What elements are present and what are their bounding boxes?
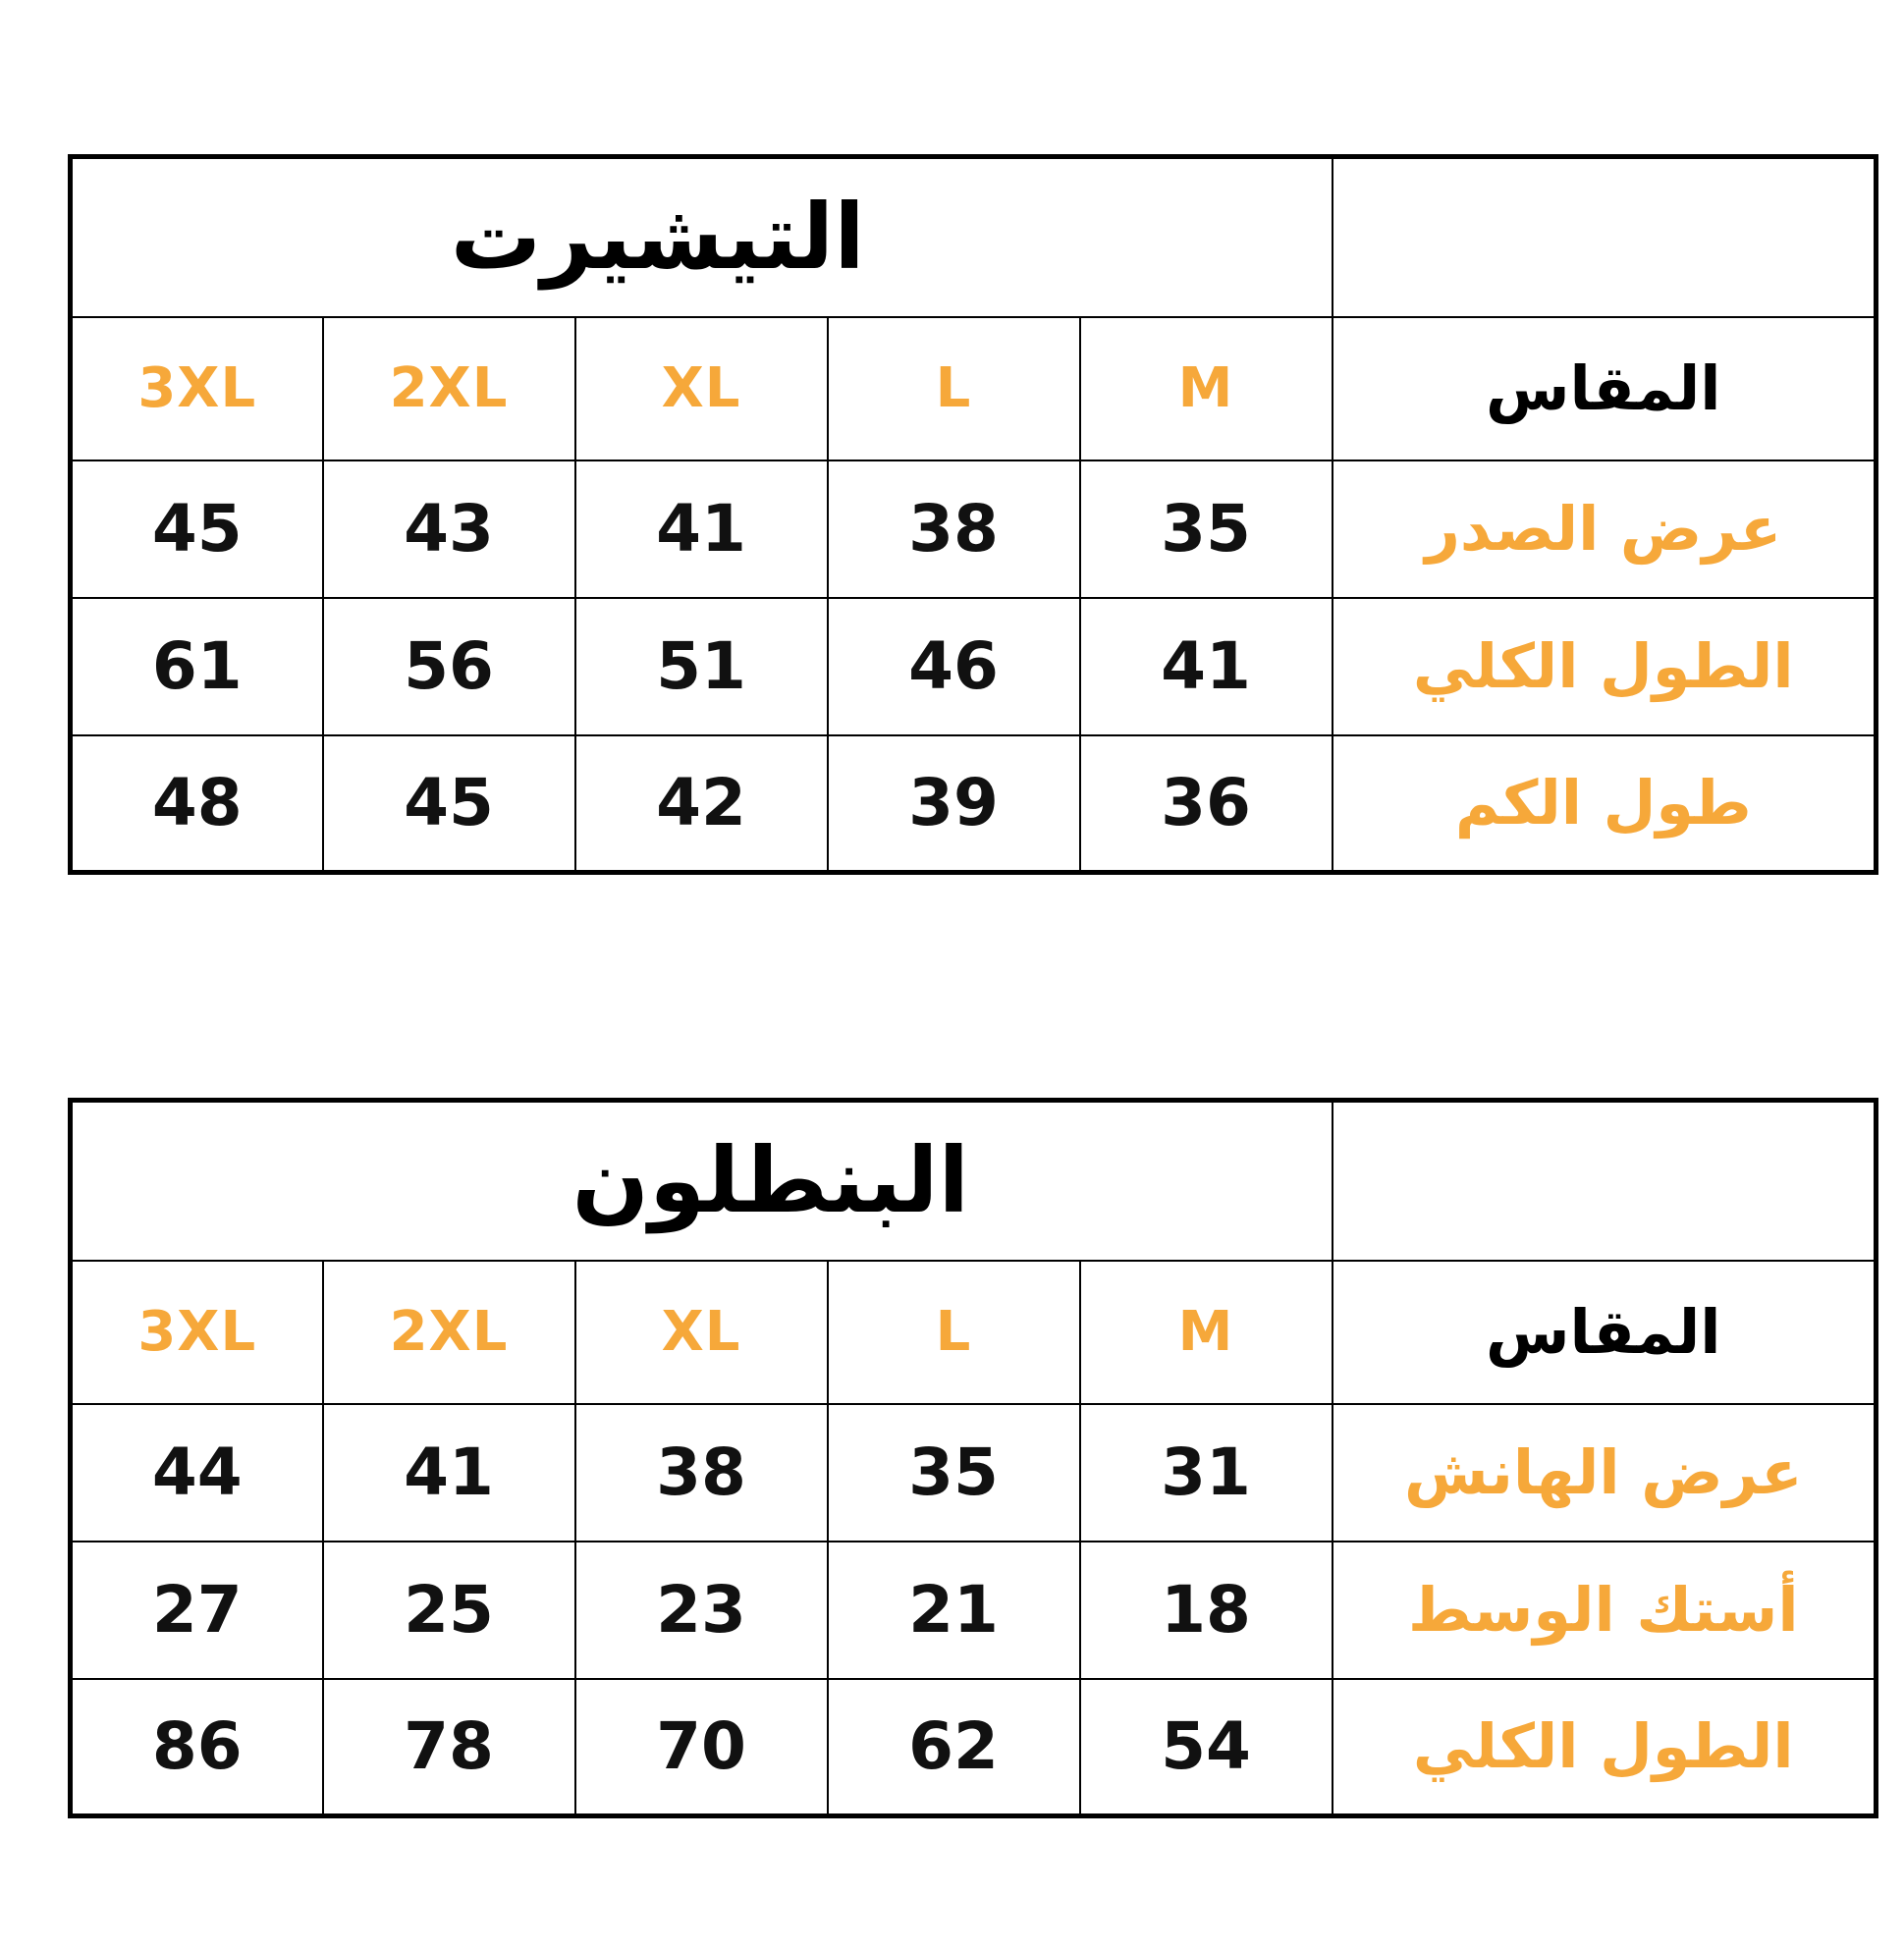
value-cell: 70: [575, 1679, 828, 1816]
size-3xl: 3XL: [71, 1261, 323, 1404]
value-cell: 56: [323, 598, 575, 735]
value-cell: 45: [323, 735, 575, 873]
value-cell: 35: [1080, 460, 1333, 598]
value-cell: 41: [575, 460, 828, 598]
value-cell: 25: [323, 1542, 575, 1679]
row-label-waist-elastic: أستك الوسط: [1333, 1542, 1877, 1679]
empty-corner-cell: [1333, 157, 1877, 317]
row-label-total-length: الطول الكلي: [1333, 598, 1877, 735]
value-cell: 27: [71, 1542, 323, 1679]
size-header-row: [71, 1261, 1877, 1404]
table-row: [71, 1542, 1877, 1679]
size-m: M: [1080, 1261, 1333, 1404]
value-cell: 23: [575, 1542, 828, 1679]
value-cell: 41: [1080, 598, 1333, 735]
size-xl: XL: [575, 1261, 828, 1404]
value-cell: 39: [828, 735, 1080, 873]
table-row: [71, 1679, 1877, 1816]
value-cell: 54: [1080, 1679, 1333, 1816]
value-cell: 86: [71, 1679, 323, 1816]
row-label-sleeve-length: طول الكم: [1333, 735, 1877, 873]
value-cell: 51: [575, 598, 828, 735]
size-xl: XL: [575, 317, 828, 460]
value-cell: 43: [323, 460, 575, 598]
table-row: [71, 598, 1877, 735]
size-l: L: [828, 317, 1080, 460]
tshirt-title: التيشيرت: [450, 185, 865, 291]
table-title-cell: [71, 157, 1333, 317]
value-cell: 42: [575, 735, 828, 873]
value-cell: 46: [828, 598, 1080, 735]
size-m: M: [1080, 317, 1333, 460]
table-row: [71, 460, 1877, 598]
value-cell: 38: [828, 460, 1080, 598]
value-cell: 45: [71, 460, 323, 598]
row-label-crotch-width: عرض الهانش: [1333, 1404, 1877, 1542]
value-cell: 38: [575, 1404, 828, 1542]
row-label-total-length: الطول الكلي: [1333, 1679, 1877, 1816]
value-cell: 78: [323, 1679, 575, 1816]
table-title-cell: [71, 1101, 1333, 1261]
table-row: [71, 735, 1877, 873]
value-cell: 44: [71, 1404, 323, 1542]
pants-title: البنطلون: [571, 1128, 970, 1234]
table-row: [71, 1404, 1877, 1542]
size-header-row: [71, 317, 1877, 460]
size-2xl: 2XL: [323, 1261, 575, 1404]
value-cell: 35: [828, 1404, 1080, 1542]
tshirt-size-table: [68, 154, 1878, 875]
size-header-label: المقاس: [1333, 317, 1877, 460]
table-title-row: [71, 157, 1877, 317]
empty-corner-cell: [1333, 1101, 1877, 1261]
value-cell: 18: [1080, 1542, 1333, 1679]
value-cell: 41: [323, 1404, 575, 1542]
value-cell: 62: [828, 1679, 1080, 1816]
value-cell: 31: [1080, 1404, 1333, 1542]
value-cell: 61: [71, 598, 323, 735]
table-title-row: [71, 1101, 1877, 1261]
size-l: L: [828, 1261, 1080, 1404]
value-cell: 48: [71, 735, 323, 873]
row-label-chest-width: عرض الصدر: [1333, 460, 1877, 598]
pants-size-table: [68, 1098, 1878, 1818]
value-cell: 21: [828, 1542, 1080, 1679]
value-cell: 36: [1080, 735, 1333, 873]
size-3xl: 3XL: [71, 317, 323, 460]
size-2xl: 2XL: [323, 317, 575, 460]
size-header-label: المقاس: [1333, 1261, 1877, 1404]
